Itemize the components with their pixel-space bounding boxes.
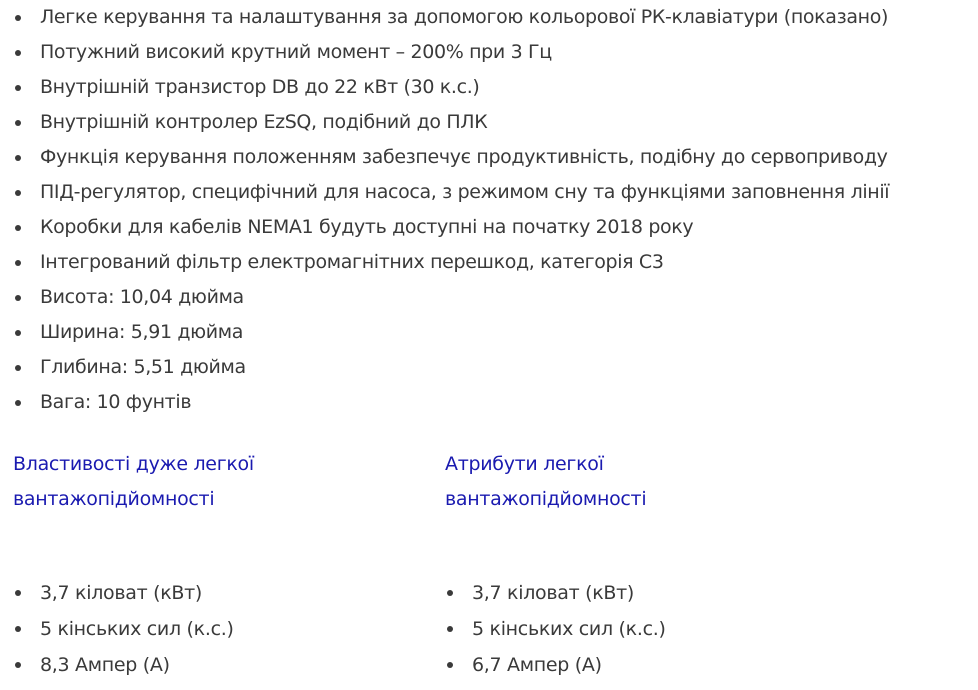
heading-line: вантажопідйомності (445, 488, 647, 510)
spec-text: 3,7 кіловат (кВт) (472, 582, 635, 604)
list-item (13, 611, 234, 647)
heading-line: вантажопідйомності (13, 488, 215, 510)
list-item (0, 0, 978, 35)
list-item (445, 575, 666, 611)
bullet-icon (15, 190, 21, 196)
list-item (0, 245, 978, 280)
list-item (445, 611, 666, 647)
feature-text: Вага: 10 фунтів (40, 391, 192, 413)
feature-text: Функція керування положенням забезпечує продуктивність, подібну до сервоприводу (40, 146, 888, 168)
feature-text: Висота: 10,04 дюйма (40, 286, 244, 308)
bullet-icon (15, 225, 21, 231)
list-item (13, 575, 234, 611)
very-light-duty-list (13, 575, 234, 683)
feature-text: Глибина: 5,51 дюйма (40, 356, 246, 378)
feature-text: ПІД-регулятор, специфічний для насоса, з режимом сну та функціями заповнення лінії (40, 181, 890, 203)
list-item (0, 350, 978, 385)
very-light-duty-heading (13, 447, 393, 517)
feature-text: Коробки для кабелів NEMA1 будуть доступні на початку 2018 року (40, 216, 694, 238)
spec-text: 3,7 кіловат (кВт) (40, 582, 203, 604)
list-item (0, 70, 978, 105)
spec-text: 6,7 Ампер (А) (472, 654, 602, 676)
bullet-icon (15, 15, 21, 21)
bullet-icon (15, 85, 21, 91)
list-item (0, 280, 978, 315)
bullet-icon (15, 260, 21, 266)
feature-text: Інтегрований фільтр електромагнітних перешкод, категорія C3 (40, 251, 664, 273)
light-duty-section (445, 447, 845, 676)
spec-text: 8,3 Ампер (А) (40, 654, 170, 676)
bullet-icon (15, 662, 21, 668)
feature-text: Потужний високий крутний момент – 200% при 3 Гц (40, 41, 552, 63)
spec-text: 5 кінських сил (к.с.) (472, 618, 666, 640)
bullet-icon (447, 626, 453, 632)
feature-text: Ширина: 5,91 дюйма (40, 321, 244, 343)
list-item (0, 175, 978, 210)
heading-line: Властивості дуже легкої (13, 453, 254, 475)
bullet-icon (15, 120, 21, 126)
bullet-icon (15, 400, 21, 406)
list-item (0, 35, 978, 70)
bullet-icon (15, 590, 21, 596)
list-item (13, 647, 234, 683)
list-item (0, 315, 978, 350)
feature-text: Внутрішній контролер EzSQ, подібний до ПЛК (40, 111, 488, 133)
bullet-icon (15, 50, 21, 56)
very-light-duty-section (13, 447, 393, 676)
list-item (0, 210, 978, 245)
bullet-icon (15, 295, 21, 301)
spec-text: 5 кінських сил (к.с.) (40, 618, 234, 640)
bullet-icon (447, 662, 453, 668)
light-duty-heading (445, 447, 845, 517)
bullet-icon (15, 626, 21, 632)
list-item (0, 105, 978, 140)
feature-text: Внутрішній транзистор DB до 22 кВт (30 к.с.) (40, 76, 480, 98)
heading-line: Атрибути легкої (445, 453, 604, 475)
list-item (445, 647, 666, 683)
bullet-icon (15, 155, 21, 161)
bullet-icon (15, 365, 21, 371)
bullet-icon (15, 330, 21, 336)
bullet-icon (447, 590, 453, 596)
feature-text: Легке керування та налаштування за допомогою кольорової РК-клавіатури (показано) (40, 6, 889, 28)
light-duty-list (445, 575, 666, 683)
list-item (0, 140, 978, 175)
list-item (0, 385, 978, 420)
